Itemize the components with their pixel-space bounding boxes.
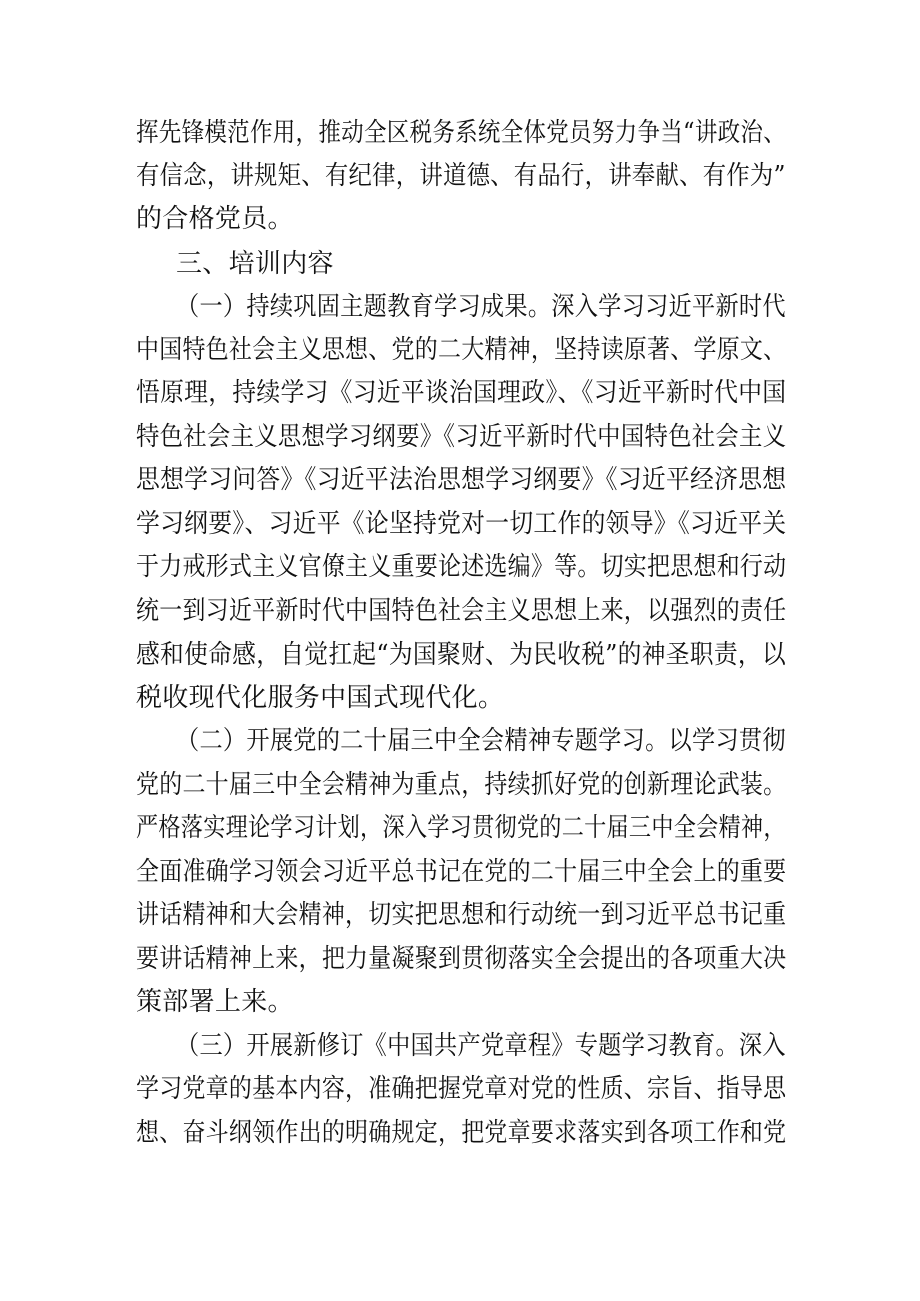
paragraph-line: 策部署上来。 xyxy=(136,987,294,1017)
paragraph-line: （三）开展新修订《中国共产党章程》专题学习教育。深入 xyxy=(176,1031,786,1061)
paragraph-line: 感和使命感，自觉扛起“为国聚财、为民收税”的神圣职责，以 xyxy=(136,640,786,670)
paragraph-line: 思想学习问答》《习近平法治思想学习纲要》《习近平经济思想 xyxy=(136,465,787,495)
paragraph-line: 讲话精神和大会精神，切实把思想和行动统一到习近平总书记重 xyxy=(136,900,787,930)
paragraph-line: 严格落实理论学习计划，深入学习贯彻党的二十届三中全会精神， xyxy=(136,813,786,843)
paragraph-line: 有信念，讲规矩、有纪律，讲道德、有品行，讲奉献、有作为” xyxy=(136,161,786,191)
paragraph-line: 税收现代化服务中国式现代化。 xyxy=(136,683,505,713)
paragraph-line: 想、奋斗纲领作出的明确规定，把党章要求落实到各项工作和党 xyxy=(136,1118,787,1148)
paragraph-line: 全面准确学习领会习近平总书记在党的二十届三中全会上的重要 xyxy=(136,857,787,887)
section-heading: 三、培训内容 xyxy=(176,249,334,279)
paragraph-line: 悟原理，持续学习《习近平谈治国理政》、《习近平新时代中国 xyxy=(136,378,787,408)
paragraph-line: 党的二十届三中全会精神为重点，持续抓好党的创新理论武装。 xyxy=(136,770,787,800)
paragraph-line: 特色社会主义思想学习纲要》《习近平新时代中国特色社会主义 xyxy=(136,422,787,452)
paragraph-line: 的合格党员。 xyxy=(136,204,294,234)
paragraph-line: 学习党章的基本内容，准确把握党章对党的性质、宗旨、指导思 xyxy=(136,1074,787,1104)
paragraph-line: 学习纲要》、习近平《论坚持党对一切工作的领导》《习近平关 xyxy=(136,509,787,539)
paragraph-line: （二）开展党的二十届三中全会精神专题学习。以学习贯彻 xyxy=(176,726,786,756)
paragraph-line: （一）持续巩固主题教育学习成果。深入学习习近平新时代 xyxy=(176,292,786,322)
paragraph-line: 统一到习近平新时代中国特色社会主义思想上来，以强烈的责任 xyxy=(136,596,787,626)
paragraph-line: 中国特色社会主义思想、党的二大精神，坚持读原著、学原文、 xyxy=(136,335,787,365)
paragraph-line: 要讲话精神上来，把力量凝聚到贯彻落实全会提出的各项重大决 xyxy=(136,944,787,974)
paragraph-line: 挥先锋模范作用，推动全区税务系统全体党员努力争当“讲政治、 xyxy=(136,118,787,148)
paragraph-line: 于力戒形式主义官僚主义重要论述选编》等。切实把思想和行动 xyxy=(136,552,787,582)
